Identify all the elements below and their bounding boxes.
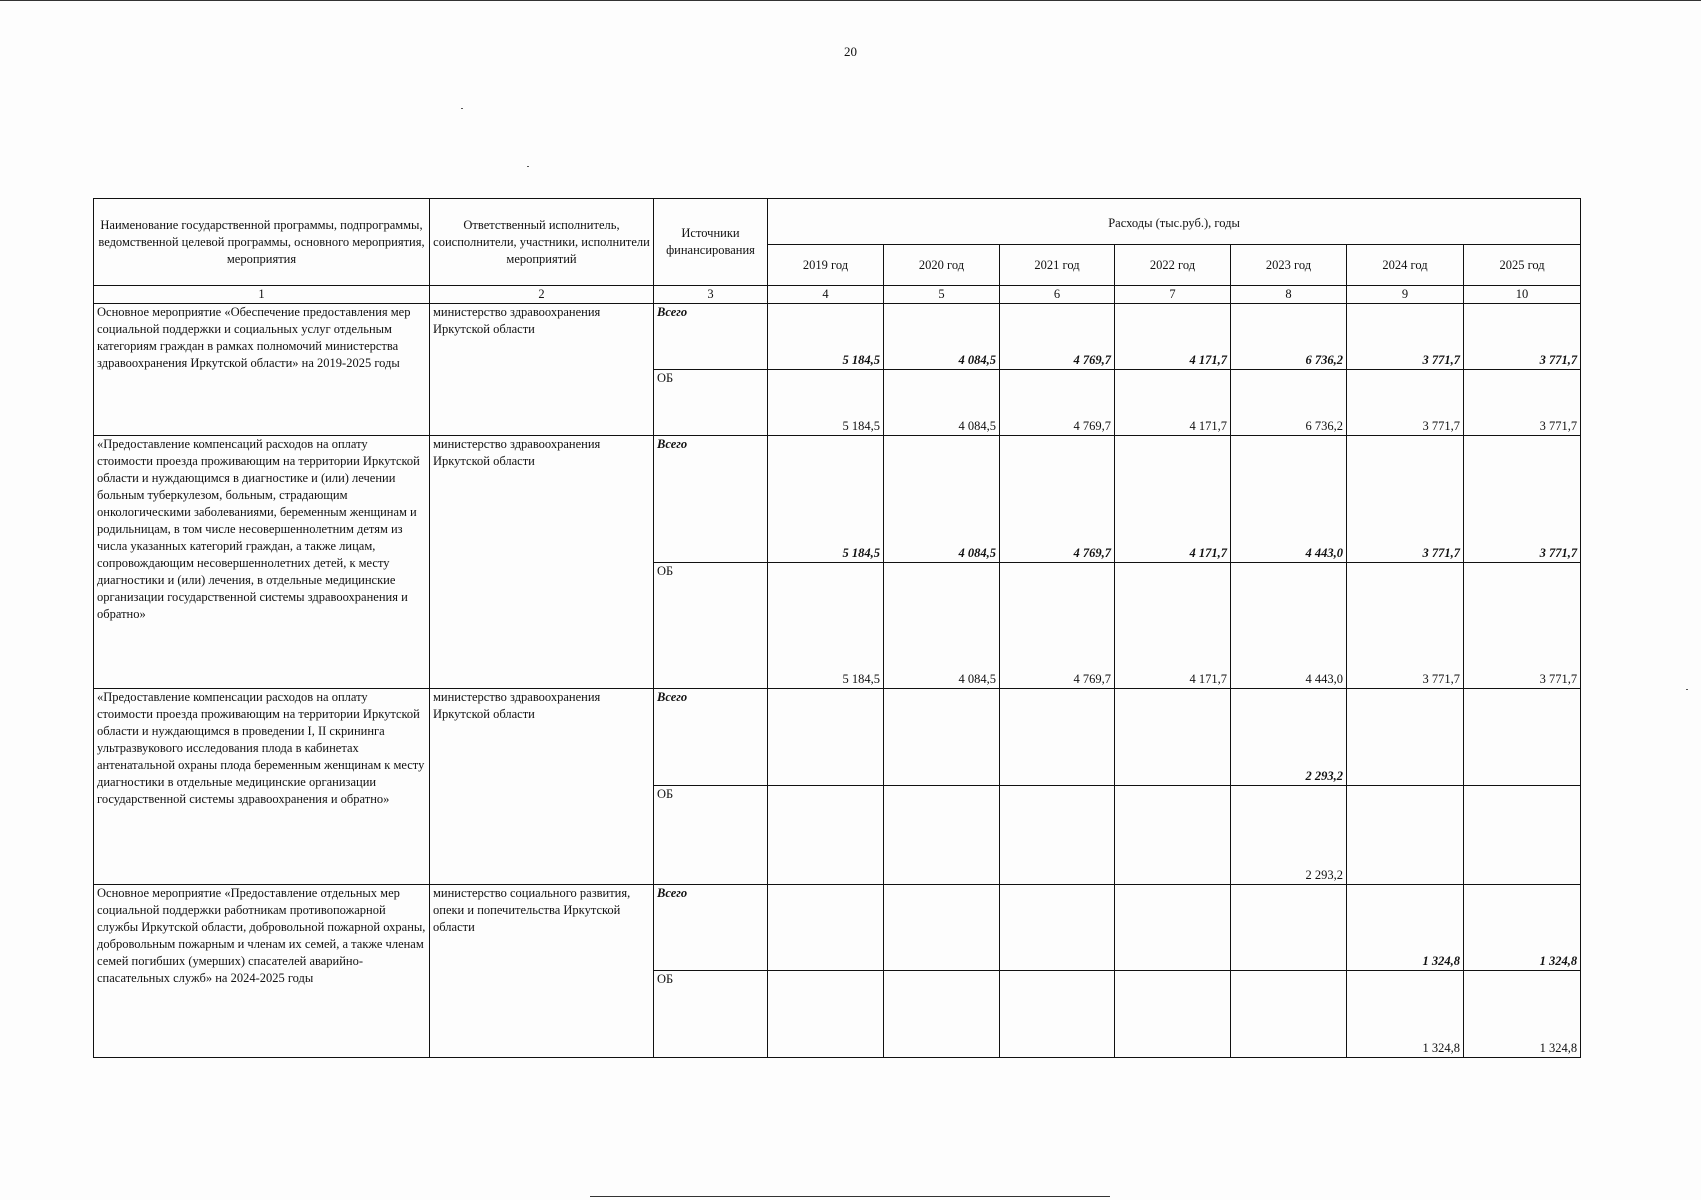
budget-table — [93, 198, 1581, 1058]
column-number: 2 — [430, 286, 654, 304]
column-number: 5 — [884, 286, 1000, 304]
value-cell: 3 771,7 — [1347, 304, 1464, 370]
row-executor: министерство здравоохранения Иркутской области — [430, 689, 654, 885]
source-ob-label: ОБ — [654, 786, 768, 885]
value-cell — [884, 885, 1000, 971]
value-cell — [1000, 786, 1115, 885]
value-cell — [1231, 885, 1347, 971]
value-cell: 4 084,5 — [884, 370, 1000, 436]
value-cell — [1115, 971, 1231, 1058]
scan-edge-bottom — [590, 1196, 1110, 1197]
value-cell: 4 171,7 — [1115, 563, 1231, 689]
value-cell: 5 184,5 — [768, 370, 884, 436]
source-total-label: Всего — [654, 885, 768, 971]
value-cell — [1347, 689, 1464, 786]
column-number: 9 — [1347, 286, 1464, 304]
row-name: «Предоставление компенсаций расходов на оплату стоимости проезда проживающим на территории Иркутской области и нуждающимся в диагностике и (или) лечении больным туберкулезом, больным, страдающим онкологическими заболеваниями, беременным женщинам и родильницам, в том числе несовершеннолетним детям из числа указанных категорий граждан, а также лицам, сопровождающим несовершеннолетних детей, к месту диагностики и (или) лечения, в отдельные медицинские организации государственной системы здравоохранения и обратно» — [94, 436, 430, 689]
value-cell: 1 324,8 — [1464, 971, 1581, 1058]
source-ob-label: ОБ — [654, 563, 768, 689]
value-cell: 3 771,7 — [1347, 370, 1464, 436]
header-expenses: Расходы (тыс.руб.), годы — [768, 199, 1581, 245]
value-cell: 3 771,7 — [1464, 304, 1581, 370]
row-name: Основное мероприятие «Обеспечение предоставления мер социальной поддержки и социальных услуг отдельным категориям граждан в рамках полномочий министерства здравоохранения Иркутской области» на 2019-2025 годы — [94, 304, 430, 436]
value-cell — [884, 971, 1000, 1058]
header-year: 2024 год — [1347, 245, 1464, 286]
value-cell — [768, 971, 884, 1058]
column-number-row — [94, 286, 1581, 304]
value-cell — [768, 885, 884, 971]
header-name: Наименование государственной программы, подпрограммы, ведомственной целевой программы, основного мероприятия, мероприятия — [94, 199, 430, 286]
value-cell: 4 443,0 — [1231, 436, 1347, 563]
row-name: Основное мероприятие «Предоставление отдельных мер социальной поддержки работникам противопожарной службы Иркутской области, добровольной пожарной охраны, добровольным пожарным и членам их семей, а также членам семей погибших (умерших) спасателей аварийно-спасательных служб» на 2024-2025 годы — [94, 885, 430, 1058]
value-cell — [1000, 885, 1115, 971]
row-name: «Предоставление компенсации расходов на оплату стоимости проезда проживающим на территории Иркутской области и нуждающимся в проведении I, II скрининга ультразвукового исследования плода в кабинетах антенатальной охраны плода беременным женщинам к месту диагностики в отдельные медицинские организации государственной системы здравоохранения и обратно» — [94, 689, 430, 885]
page-number: 20 — [844, 44, 857, 59]
table-row-total — [94, 885, 1581, 971]
value-cell: 3 771,7 — [1464, 370, 1581, 436]
value-cell — [1464, 786, 1581, 885]
header-year: 2022 год — [1115, 245, 1231, 286]
value-cell: 2 293,2 — [1231, 786, 1347, 885]
value-cell: 4 084,5 — [884, 436, 1000, 563]
value-cell — [1115, 689, 1231, 786]
scan-speck — [527, 166, 529, 167]
value-cell: 4 171,7 — [1115, 304, 1231, 370]
value-cell: 5 184,5 — [768, 304, 884, 370]
column-number: 10 — [1464, 286, 1581, 304]
value-cell — [1115, 885, 1231, 971]
scan-speck — [1686, 689, 1688, 690]
column-number: 3 — [654, 286, 768, 304]
value-cell — [1231, 971, 1347, 1058]
header-source: Источники финансирования — [654, 199, 768, 286]
row-executor: министерство социального развития, опеки и попечительства Иркутской области — [430, 885, 654, 1058]
source-total-label: Всего — [654, 436, 768, 563]
value-cell: 4 769,7 — [1000, 436, 1115, 563]
table-row-total — [94, 436, 1581, 563]
value-cell: 3 771,7 — [1347, 436, 1464, 563]
row-executor: министерство здравоохранения Иркутской области — [430, 436, 654, 689]
source-ob-label: ОБ — [654, 370, 768, 436]
column-number: 6 — [1000, 286, 1115, 304]
value-cell: 3 771,7 — [1464, 436, 1581, 563]
column-number: 4 — [768, 286, 884, 304]
value-cell — [1347, 786, 1464, 885]
table-row-total — [94, 304, 1581, 370]
value-cell: 1 324,8 — [1464, 885, 1581, 971]
value-cell: 4 769,7 — [1000, 563, 1115, 689]
header-executor: Ответственный исполнитель, соисполнители, участники, исполнители мероприятий — [430, 199, 654, 286]
column-number: 7 — [1115, 286, 1231, 304]
scan-speck — [461, 108, 463, 109]
column-number: 8 — [1231, 286, 1347, 304]
source-total-label: Всего — [654, 689, 768, 786]
header-year: 2023 год — [1231, 245, 1347, 286]
column-number: 1 — [94, 286, 430, 304]
header-year: 2021 год — [1000, 245, 1115, 286]
value-cell: 6 736,2 — [1231, 370, 1347, 436]
value-cell: 4 769,7 — [1000, 304, 1115, 370]
value-cell: 3 771,7 — [1347, 563, 1464, 689]
header-year: 2020 год — [884, 245, 1000, 286]
value-cell — [884, 689, 1000, 786]
value-cell: 4 769,7 — [1000, 370, 1115, 436]
value-cell — [1115, 786, 1231, 885]
value-cell: 4 084,5 — [884, 304, 1000, 370]
header-year: 2019 год — [768, 245, 884, 286]
value-cell: 4 171,7 — [1115, 436, 1231, 563]
header-year: 2025 год — [1464, 245, 1581, 286]
value-cell: 2 293,2 — [1231, 689, 1347, 786]
value-cell: 6 736,2 — [1231, 304, 1347, 370]
value-cell: 5 184,5 — [768, 563, 884, 689]
source-total-label: Всего — [654, 304, 768, 370]
row-executor: министерство здравоохранения Иркутской области — [430, 304, 654, 436]
value-cell: 1 324,8 — [1347, 971, 1464, 1058]
scan-edge-top — [0, 0, 1701, 1]
value-cell — [768, 689, 884, 786]
value-cell: 5 184,5 — [768, 436, 884, 563]
value-cell — [1464, 689, 1581, 786]
value-cell: 4 171,7 — [1115, 370, 1231, 436]
value-cell — [768, 786, 884, 885]
value-cell — [1000, 971, 1115, 1058]
value-cell — [884, 786, 1000, 885]
value-cell: 1 324,8 — [1347, 885, 1464, 971]
value-cell: 4 084,5 — [884, 563, 1000, 689]
value-cell: 4 443,0 — [1231, 563, 1347, 689]
value-cell — [1000, 689, 1115, 786]
source-ob-label: ОБ — [654, 971, 768, 1058]
table-row-total — [94, 689, 1581, 786]
value-cell: 3 771,7 — [1464, 563, 1581, 689]
